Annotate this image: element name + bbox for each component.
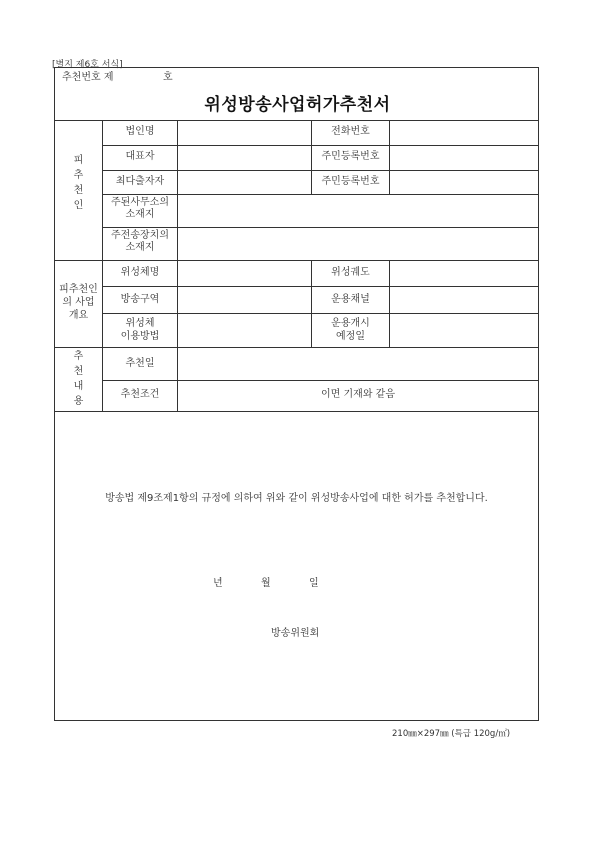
main-office-field[interactable] (178, 195, 538, 227)
recommendation-date-field[interactable] (178, 348, 538, 380)
form-number-label: [별지 제6호 서식] (52, 60, 123, 70)
resident-number-field[interactable] (390, 146, 538, 170)
month-label: 월 (261, 578, 271, 589)
recommendation-section-label (55, 349, 102, 409)
operating-channel-field[interactable] (390, 287, 538, 313)
satellite-name-label: 위성체명 (120, 267, 160, 278)
main-equipment-label (103, 230, 177, 254)
label-line: 의 사업 (62, 297, 95, 308)
largest-investor-field[interactable] (178, 171, 311, 194)
operating-channel-label: 운용채널 (331, 294, 370, 305)
applicant-section-label (55, 153, 102, 213)
phone-field[interactable] (390, 121, 538, 145)
investor-resident-number-field[interactable] (390, 171, 538, 194)
satellite-orbit-field[interactable] (390, 261, 538, 286)
day-label: 일 (309, 578, 319, 589)
operation-start-field[interactable] (390, 314, 538, 347)
label-char: 내 (73, 381, 84, 392)
recommendation-date-label: 추천일 (125, 358, 155, 369)
issuer-name: 방송위원회 (271, 628, 320, 639)
largest-investor-label: 최다출자자 (115, 176, 165, 187)
label-char: 용 (73, 396, 84, 407)
form-frame (54, 67, 539, 721)
label-line: 소재지 (125, 242, 155, 253)
resident-number-label: 주민등록번호 (321, 151, 380, 162)
form-title: 위성방송사업허가추천서 (204, 95, 391, 115)
main-equipment-field[interactable] (178, 228, 538, 260)
representative-label: 대표자 (125, 151, 155, 162)
divider (102, 380, 538, 381)
label-char: 천 (73, 185, 84, 196)
satellite-use-field[interactable] (178, 314, 311, 347)
rec-number-prefix: 추천번호 제 (62, 72, 114, 83)
label-line: 피추천인 (59, 284, 98, 295)
label-line: 주된사무소의 (111, 197, 169, 208)
label-char: 추 (73, 170, 84, 181)
label-line: 주전송장치의 (111, 230, 169, 241)
label-char: 추 (73, 351, 84, 362)
paper-spec: 210㎜×297㎜ (특급 120g/㎡) (392, 729, 511, 739)
corp-name-field[interactable] (178, 121, 311, 145)
label-line: 운용개시 (331, 318, 370, 329)
operation-start-label (312, 317, 389, 343)
broadcast-area-label: 방송구역 (120, 294, 160, 305)
label-line: 이용방법 (120, 331, 160, 342)
label-line: 예정일 (336, 331, 365, 342)
divider (55, 411, 538, 412)
phone-label: 전화번호 (331, 126, 370, 137)
satellite-name-field[interactable] (178, 261, 311, 286)
representative-field[interactable] (178, 146, 311, 170)
label-char: 피 (73, 155, 84, 166)
corp-name-label: 법인명 (125, 126, 155, 137)
rec-number-suffix: 호 (163, 72, 173, 83)
label-line: 소재지 (125, 209, 155, 220)
label-line: 위성체 (125, 318, 155, 329)
satellite-orbit-label: 위성궤도 (331, 267, 370, 278)
recommendation-conditions-label: 추천조건 (120, 389, 160, 400)
rec-number-field[interactable] (125, 70, 155, 84)
satellite-use-label (103, 317, 177, 343)
label-char: 천 (73, 366, 84, 377)
year-label: 년 (213, 578, 223, 589)
main-office-label (103, 197, 177, 221)
investor-resident-number-label: 주민등록번호 (321, 176, 380, 187)
broadcast-area-field[interactable] (178, 287, 311, 313)
label-char: 인 (73, 200, 84, 211)
recommendation-conditions-value: 이면 기재와 같음 (321, 389, 395, 400)
recommendation-statement: 방송법 제9조제1항의 규정에 의하여 위와 같이 위성방송사업에 대한 허가를 추천합니다. (105, 493, 488, 504)
label-line: 개요 (68, 310, 89, 321)
business-overview-section-label (55, 283, 102, 322)
